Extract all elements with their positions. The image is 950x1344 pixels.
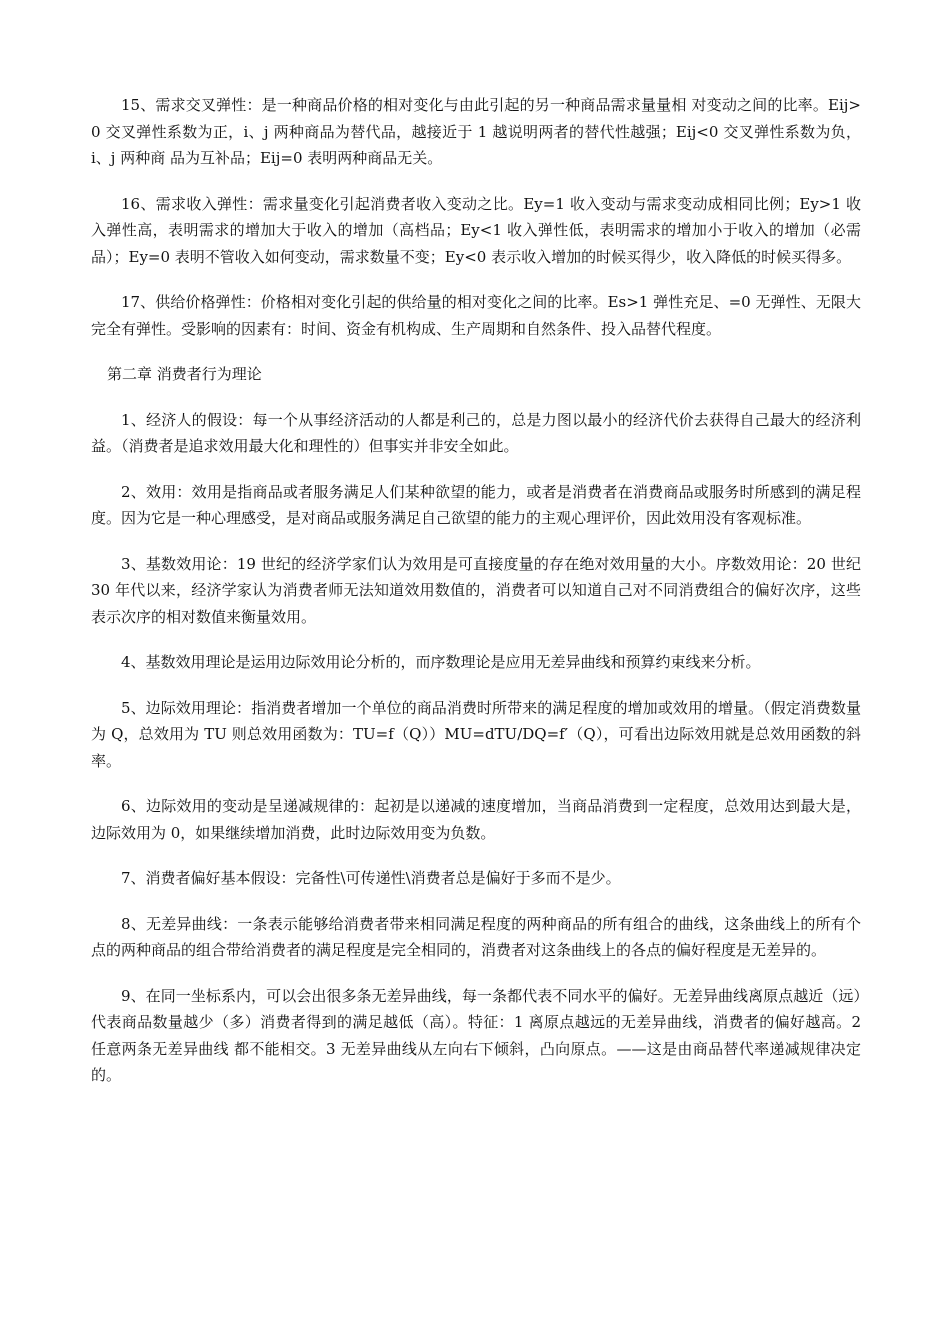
paragraph-16-income-elasticity: 16、需求收入弹性：需求量变化引起消费者收入变动之比。Ey=1 收入变动与需求变动成相同比例；Ey>1 收入弹性高，表明需求的增加大于收入的增加（高档品；Ey<1 收入弹性低，表明需求的增加小于收入的增加（必需品）；Ey=0 表明不管收入如何变动，需求数量不变；Ey<0 表示收入增加的时候买得少，收入降低的时候买得多。 <box>91 194 861 266</box>
paragraph-15-cross-elasticity: 15、需求交叉弹性：是一种商品价格的相对变化与由此引起的另一种商品需求量量相 对变动之间的比率。Eij>0 交叉弹性系数为正，i、j 两种商品为替代品，越接近于 1 越说明两者的替代性越强；Eij<0 交叉弹性系数为负，i、j 两种商 品为互补品；Eij=0 表明两种商品无关。 <box>91 96 861 167</box>
paragraph-7-preference-assumptions: 7、消费者偏好基本假设：完备性\可传递性\消费者总是偏好于多而不是少。 <box>121 869 621 887</box>
paragraph-8-indifference-curve: 8、无差异曲线：一条表示能够给消费者带来相同满足程度的两种商品的所有组合的曲线，这条曲线上的所有个点的两种商品的组合带给消费者的满足程度是完全相同的，消费者对这条曲线上的各点的偏好程度是无差异的。 <box>91 914 861 959</box>
paragraph-3-cardinal-ordinal: 3、基数效用论：19 世纪的经济学家们认为效用是可直接度量的存在绝对效用量的大小。序数效用论：20 世纪 30 年代以来，经济学家认为消费者师无法知道效用数值的，消费者可以知道自己对不同消费组合的偏好次序，这些表示次序的相对数值来衡量效用。 <box>91 554 861 626</box>
paragraph-1-economic-man: 1、经济人的假设：每一个从事经济活动的人都是利己的，总是力图以最小的经济代价去获得自己最大的经济利益。（消费者是追求效用最大化和理性的）但事实并非安全如此。 <box>91 410 861 455</box>
paragraph-6-diminishing-law: 6、边际效用的变动是呈递减规律的：起初是以递减的速度增加，当商品消费到一定程度，总效用达到最大是，边际效用为 0，如果继续增加消费，此时边际效用变为负数。 <box>91 797 861 842</box>
paragraph-2-utility: 2、效用：效用是指商品或者服务满足人们某种欲望的能力，或者是消费者在消费商品或服务时所感到的满足程度。因为它是一种心理感受，是对商品或服务满足自己欲望的能力的主观心理评价，因此效用没有客观标准。 <box>91 482 861 527</box>
paragraph-9-curve-features: 9、在同一坐标系内，可以会出很多条无差异曲线，每一条都代表不同水平的偏好。无差异曲线离原点越近（远）代表商品数量越少（多）消费者得到的满足越低（高）。特征：1 离原点越远的无差异曲线，消费者的偏好越高。2 任意两条无差异曲线 都不能相交。3 无差异曲线从左向右下倾斜，凸向原点。——这是由商品替代率递减规律决定的。 <box>91 986 861 1084</box>
paragraph-17-supply-elasticity: 17、供给价格弹性：价格相对变化引起的供给量的相对变化之间的比率。Es>1 弹性充足、=0 无弹性、无限大完全有弹性。受影响的因素有：时间、资金有机构成、生产周期和自然条件、投入品替代程度。 <box>91 293 861 338</box>
paragraph-5-marginal-utility: 5、边际效用理论：指消费者增加一个单位的商品消费时所带来的满足程度的增加或效用的增量。（假定消费数量为 Q，总效用为 TU 则总效用函数为：TU=f（Q））MU=dTU/DQ=f′（Q），可看出边际效用就是总效用函数的斜率。 <box>91 698 861 770</box>
paragraph-4-analysis-methods: 4、基数效用理论是运用边际效用论分析的，而序数理论是应用无差异曲线和预算约束线来分析。 <box>121 653 761 671</box>
document-page <box>91 92 861 1108</box>
chapter-heading: 第二章 消费者行为理论 <box>107 365 262 383</box>
